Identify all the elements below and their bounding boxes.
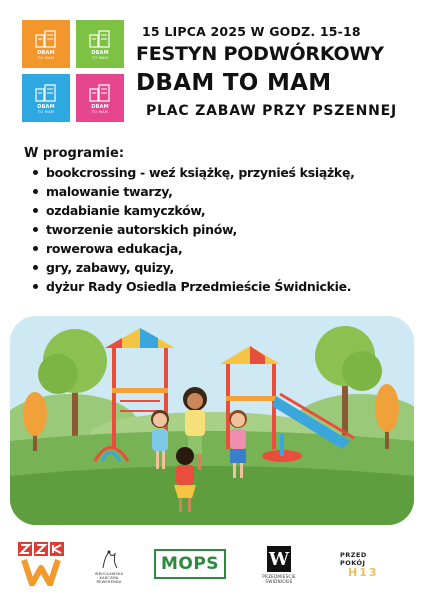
h13-mark: H13 [348,566,379,579]
karczma-text-line: WROCŁAWSKA [94,571,124,576]
event-logo-grid [22,20,124,122]
logo-tile-blue [22,74,70,122]
karczma-text-line: KARCZMA [99,575,119,580]
logo-tile-title: DBAM [37,103,55,110]
program-item: rowerowa edukacja, [30,239,420,258]
zzk-logo [16,540,66,586]
logo-tile-orange [22,20,70,68]
hand-sketch-icon [97,548,121,570]
building-icon [33,29,59,49]
przedmiescie-swidnickie-logo [254,541,304,589]
przedpokoj-line: POKÓJ [340,559,366,567]
playground-illustration [10,316,414,525]
program-list [30,163,420,296]
karczma-logo [90,544,128,588]
program-item: ozdabianie kamyczków, [30,201,420,220]
building-icon [33,83,59,103]
logo-tile-title: DBAM [37,49,55,56]
logo-tile-pink [76,74,124,122]
building-icon [87,29,113,49]
przedmiescie-text [262,574,296,584]
program-item: dyżur Rady Osiedla Przedmieście Świdnickie. [30,277,420,296]
logo-tile-subtitle: TO MAM [91,109,109,114]
program-item: malowanie twarzy, [30,182,420,201]
program-heading: W programie: [24,146,125,161]
przedmiescie-text-line: ŚWIDNICKIE [265,579,293,584]
event-date-time: 15 LIPCA 2025 W GODZ. 15-18 [142,24,361,39]
building-icon [87,83,113,103]
program-item: tworzenie autorskich pinów, [30,220,420,239]
event-title: FESTYN PODWÓRKOWY [136,43,384,65]
przedpokoj-logo [340,541,390,589]
logo-tile-subtitle: TO MAM [37,109,55,114]
przedpokoj-line: PRZED [340,551,367,559]
event-place: PLAC ZABAW PRZY PSZENNEJ [146,103,398,119]
mops-logo-text: MOPS [160,554,220,574]
program-item: bookcrossing - weź książkę, przynieś książkę, [30,163,420,182]
playground-scene [10,316,414,525]
logo-tile-subtitle: TO MAM [37,55,55,60]
zzk-logo-icon [16,540,66,586]
logo-tile-green [76,20,124,68]
w-letter-mark: W [267,546,291,572]
karczma-text [95,572,123,585]
mops-logo [154,549,226,579]
logo-tile-title: DBAM [91,49,109,56]
logo-tile-subtitle: TO MAM [91,55,109,60]
event-name: DBAM TO MAM [136,70,332,96]
logo-tile-title: DBAM [91,103,109,110]
program-item: gry, zabawy, quizy, [30,258,420,277]
karczma-text-line: REWERENDA [96,580,122,585]
przedmiescie-text-line: PRZEDMIEŚCIE [262,574,296,579]
